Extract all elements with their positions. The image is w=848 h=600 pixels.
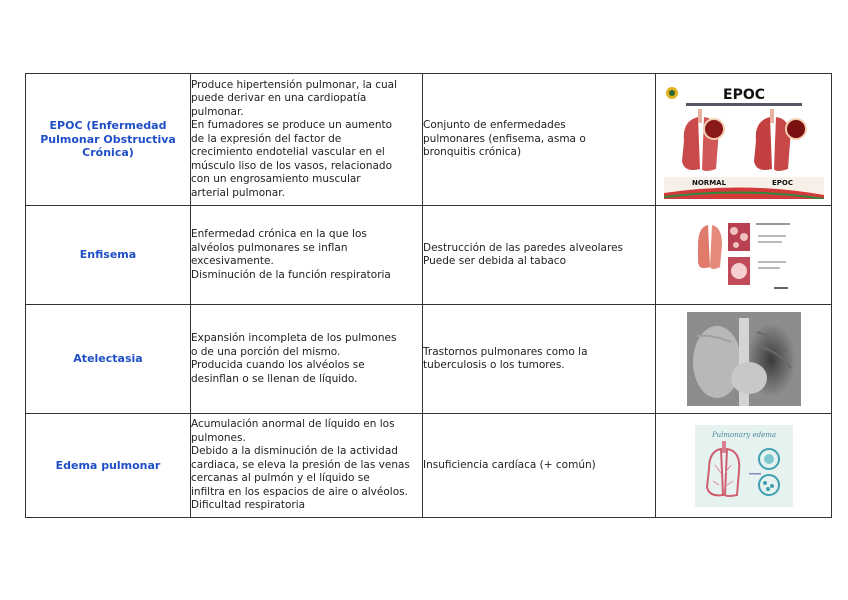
normal-label: NORMAL — [691, 178, 726, 187]
image-cell — [656, 305, 832, 414]
disease-name-line: Crónica) — [82, 146, 134, 160]
disease-name-cell — [26, 206, 191, 305]
table-row-edema — [26, 414, 832, 518]
cause-line: tuberculosis o los tumores. — [423, 359, 565, 371]
table-row-atelectasia — [26, 305, 832, 414]
emphysema-diagram-image — [694, 215, 794, 295]
cause-cell — [423, 74, 656, 206]
edema-image-title: Pulmonary edema — [711, 430, 776, 439]
cause-cell — [423, 305, 656, 414]
description-line: o de una porción del mismo. — [191, 345, 341, 358]
description-line: crecimiento endotelial vascular en el — [191, 146, 385, 159]
description-line: Producida cuando los alvéolos se — [191, 359, 365, 371]
cause-line: Conjunto de enfermedades — [423, 119, 566, 132]
description-line: En fumadores se produce un aumento — [191, 119, 393, 132]
description-line: Expansión incompleta de los pulmones — [191, 332, 397, 344]
description-line: cercanas al pulmón y el líquido se — [191, 472, 370, 485]
disease-name-line: Enfisema — [79, 248, 137, 262]
description-line: músculo liso de los vasos, relacionado — [191, 159, 393, 172]
description-line: Disminución de la función respiratoria — [191, 268, 391, 281]
cause-line: Destrucción de las paredes alveolares — [423, 241, 624, 254]
table-row-enfisema — [26, 206, 832, 305]
epoc-label: EPOC — [771, 178, 793, 187]
description-cell — [191, 206, 423, 305]
description-line: de la expresión del factor de — [191, 132, 342, 145]
epoc-image-title: EPOC — [722, 86, 765, 103]
disease-name-cell — [26, 305, 191, 414]
cause-line: Puede ser debida al tabaco — [423, 255, 566, 267]
description-line: Acumulación anormal de líquido en los — [191, 418, 395, 431]
disease-name-line: Edema pulmonar — [55, 458, 161, 472]
chest-xray-image — [687, 312, 801, 406]
disease-name-line: Pulmonar Obstructiva — [40, 132, 176, 146]
description-line: pulmones. — [191, 431, 246, 444]
description-cell — [191, 305, 423, 414]
disease-name-cell — [26, 74, 191, 206]
image-cell — [656, 206, 832, 305]
description-line: desinflan o se llenan de líquido. — [191, 372, 358, 385]
image-cell — [656, 414, 832, 518]
cause-cell — [423, 414, 656, 518]
description-line: pulmonar. — [191, 105, 244, 118]
cause-line: pulmonares (enfisema, asma o — [423, 132, 586, 145]
description-line: infiltra en los espacios de aire o alvéolos. — [191, 485, 408, 498]
description-line: Debido a la disminución de la actividad — [191, 445, 398, 458]
description-line: excesivamente. — [191, 255, 274, 267]
cause-line: bronquitis crónica) — [423, 146, 522, 159]
disease-name-line: EPOC (Enfermedad — [49, 119, 167, 133]
description-line: alvéolos pulmonares se inflan — [191, 241, 348, 254]
description-line: arterial pulmonar. — [191, 186, 285, 199]
description-line: Dificultad respiratoria — [191, 499, 306, 512]
cause-line: Trastornos pulmonares como la — [423, 345, 588, 358]
description-line: con un engrosamiento muscular — [191, 173, 361, 186]
description-cell — [191, 74, 423, 206]
description-cell — [191, 414, 423, 518]
disease-name-cell — [26, 414, 191, 518]
cause-cell — [423, 206, 656, 305]
cause-line: Insuficiencia cardíaca (+ común) — [423, 458, 596, 471]
description-line: Enfermedad crónica en la que los — [191, 228, 367, 240]
description-line: puede derivar en una cardiopatía — [191, 92, 367, 105]
disease-name-line: Atelectasia — [73, 352, 143, 366]
epoc-lungs-image — [664, 81, 824, 199]
disease-table — [25, 73, 832, 518]
pulmonary-edema-illustration — [695, 425, 793, 507]
image-cell — [656, 74, 832, 206]
description-line: Produce hipertensión pulmonar, la cual — [191, 78, 398, 91]
description-line: cardiaca, se eleva la presión de las venas — [191, 458, 410, 471]
table-row-epoc — [26, 74, 832, 206]
